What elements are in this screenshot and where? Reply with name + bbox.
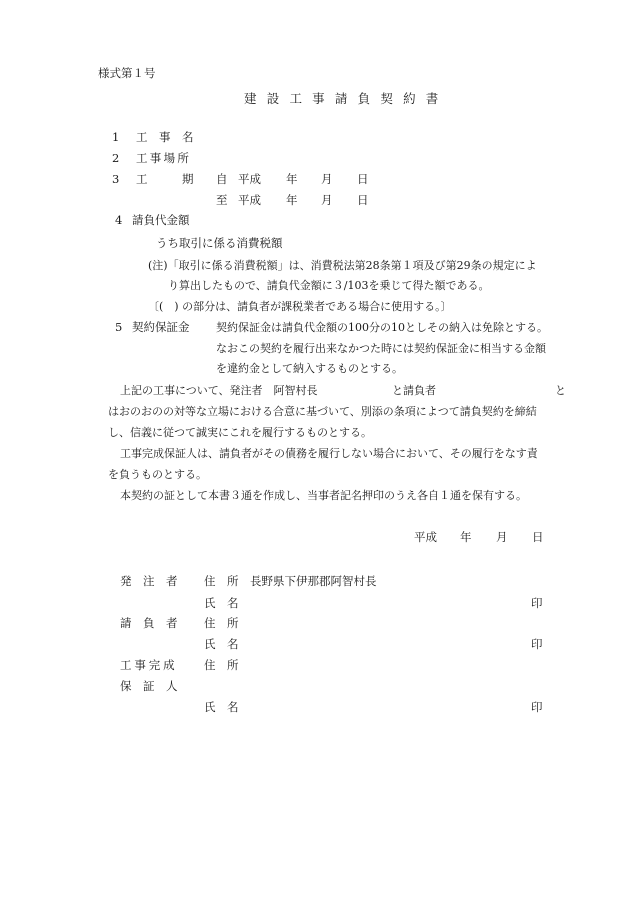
period-to-marker: 至 [216,193,228,207]
deposit-text-line-3: を違約金として納入するものとする。 [216,362,403,375]
orderer-address-label: 住 所 [204,574,239,588]
item-5-label: 契約保証金 [132,320,190,334]
paragraph-1-line-1c: と [555,384,566,397]
contract-date-day: 日 [532,530,544,544]
guarantor-label-line-1: 工事完成 [120,658,178,672]
form-number: 様式第１号 [98,66,156,80]
contract-date-era: 平成 [414,530,437,544]
orderer-name-label: 氏 名 [204,596,239,610]
orderer-seal: 印 [531,596,543,610]
contractor-seal: 印 [531,637,543,651]
contract-date-month: 月 [496,530,508,544]
paragraph-1-line-1a: 上記の工事について、発注者 阿智村長 [120,384,318,397]
contractor-address-label: 住 所 [204,616,239,630]
item-1-number: 1 [112,130,120,144]
deposit-text-line-1: 契約保証金は請負代金額の100分の10としその納入は免除とする。 [216,321,548,334]
tax-note-line-2: り算出したもので、請負代金額に３/103を乗じて得た額である。 [168,279,490,292]
period-from-era: 平成 [238,172,261,186]
paragraph-2-line-2: を負うものとする。 [108,468,207,481]
deposit-text-line-2: なおこの契約を履行出来なかつた時には契約保証金に相当する金額 [216,342,546,355]
contractor-name-label: 氏 名 [204,637,239,651]
contractor-label: 請 負 者 [120,616,178,630]
guarantor-label-line-2: 保 証 人 [120,679,178,693]
guarantor-seal: 印 [531,700,543,714]
item-4-number: 4 [115,213,123,227]
item-2-number: 2 [112,151,120,165]
contract-date-year: 年 [460,530,472,544]
tax-amount-line: うち取引に係る消費税額 [156,236,283,250]
tax-note-line-1: (注)「取引に係る消費税額」は、消費税法第28条第１項及び第29条の規定によ [148,259,537,272]
paragraph-1-line-2: はおのおのの対等な立場における合意に基づいて、別添の条項によつて請負契約を締結 [108,405,537,418]
item-2-label: 工事場所 [136,151,192,165]
item-5-number: 5 [115,320,123,334]
period-from-day: 日 [357,172,369,186]
guarantor-name-label: 氏 名 [204,700,239,714]
item-3-label: 工 期 [136,172,194,186]
period-to-era: 平成 [238,193,261,207]
item-3-number: 3 [112,172,120,186]
bracket-usage-note: 〔( ) の部分は、請負者が課税業者である場合に使用する。〕 [148,300,452,313]
paragraph-2-line-1: 工事完成保証人は、請負者がその債務を履行しない場合において、その履行をなす責 [120,447,538,460]
period-from-month: 月 [321,172,333,186]
period-from-marker: 自 [216,172,228,186]
period-to-day: 日 [357,193,369,207]
period-from-year: 年 [286,172,298,186]
document-title: 建 設 工 事 請 負 契 約 書 [244,91,442,106]
item-1-label: 工 事 名 [136,130,194,144]
period-to-year: 年 [286,193,298,207]
guarantor-address-label: 住 所 [204,658,239,672]
period-to-month: 月 [321,193,333,207]
paragraph-1-line-3: し、信義に従つて誠実にこれを履行するものとする。 [108,426,372,439]
orderer-label: 発 注 者 [120,574,178,588]
paragraph-3-line-1: 本契約の証として本書３通を作成し、当事者記名押印のうえ各自１通を保有する。 [120,489,527,502]
orderer-address: 長野県下伊那郡阿智村長 [250,574,377,588]
paragraph-1-line-1b: と請負者 [392,384,436,397]
item-4-label: 請負代金額 [132,213,190,227]
